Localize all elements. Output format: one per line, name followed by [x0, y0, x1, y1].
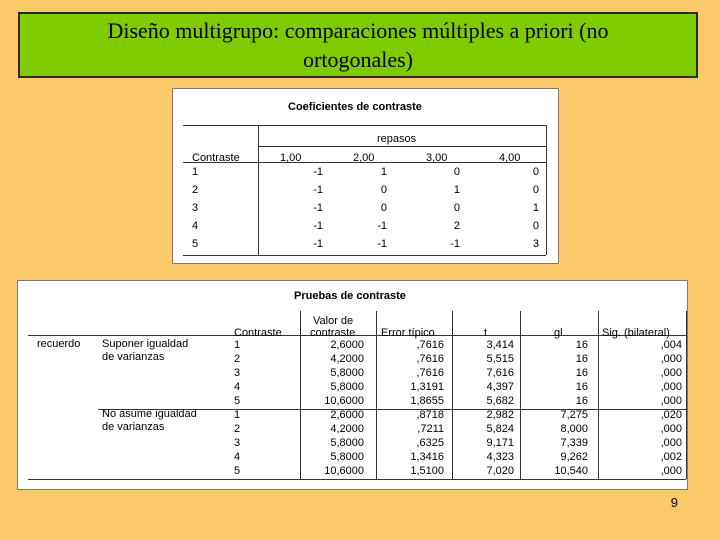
- table-cell: 0: [380, 184, 387, 196]
- table-cell: 4,323: [486, 451, 514, 463]
- table-cell: 4,2000: [330, 353, 364, 365]
- table-cell: 16: [575, 381, 588, 393]
- pruebas-title: Pruebas de contraste: [294, 290, 406, 302]
- table-cell: 10,540: [554, 465, 588, 477]
- table-cell: 16: [575, 367, 588, 379]
- header-sig: Sig. (bilateral): [602, 327, 670, 339]
- table-cell: 9,171: [486, 437, 514, 449]
- header-contraste: Contraste: [234, 327, 282, 339]
- table-cell: 0: [532, 184, 539, 196]
- table-cell: 5,824: [486, 423, 514, 435]
- table-cell: 2,982: [486, 409, 514, 421]
- table-cell: 9,262: [560, 451, 588, 463]
- table-cell: -1: [313, 166, 323, 178]
- table-cell: 1,5100: [410, 465, 444, 477]
- table-cell: 5,8000: [330, 367, 364, 379]
- table-cell: 2,6000: [330, 339, 364, 351]
- table-cell: 10,6000: [324, 395, 364, 407]
- table-cell: -1: [313, 202, 323, 214]
- row-label: 3: [192, 202, 199, 214]
- table-cell: -1: [313, 238, 323, 250]
- table-cell: 1,8655: [410, 395, 444, 407]
- header-t: t: [484, 327, 488, 339]
- row-header: Contraste: [192, 152, 240, 164]
- contrast-number: 1: [234, 339, 241, 351]
- header-error: Error típico: [381, 327, 435, 339]
- table-cell: ,000: [660, 423, 682, 435]
- contrast-number: 2: [234, 353, 241, 365]
- pruebas-panel: [17, 280, 688, 490]
- header-gl: gl: [554, 327, 563, 339]
- table-cell: ,8718: [416, 409, 444, 421]
- contrast-number: 2: [234, 423, 241, 435]
- row-label: 2: [192, 184, 199, 196]
- table-cell: 5,515: [486, 353, 514, 365]
- table-cell: ,000: [660, 465, 682, 477]
- table-cell: 0: [532, 166, 539, 178]
- table-cell: 2: [453, 220, 460, 232]
- table-cell: ,7616: [416, 353, 444, 365]
- header-bottom-rule: [28, 335, 686, 336]
- table-cell: 1,3416: [410, 451, 444, 463]
- table-cell: 8,000: [560, 423, 588, 435]
- contrast-number: 1: [234, 409, 241, 421]
- table-cell: 7,616: [486, 367, 514, 379]
- table-cell: 7,275: [560, 409, 588, 421]
- table-cell: ,7211: [417, 423, 444, 435]
- table-cell: 16: [575, 395, 588, 407]
- group-header-rule: [258, 146, 546, 147]
- group-label-line2: de varianzas: [102, 351, 165, 363]
- table-right-rule: [546, 125, 547, 255]
- table-cell: -1: [313, 220, 323, 232]
- table-cell: ,020: [660, 409, 682, 421]
- header-valor-line1: Valor de: [313, 315, 354, 327]
- variable-label: recuerdo: [37, 338, 81, 350]
- table-cell: 1: [453, 184, 460, 196]
- table-cell: 5,8000: [330, 381, 364, 393]
- column-header: 3,00: [426, 152, 448, 164]
- group-label-line2: de varianzas: [102, 421, 165, 433]
- group-header: repasos: [377, 133, 417, 145]
- table-cell: -1: [377, 238, 387, 250]
- table-cell: 4,2000: [330, 423, 364, 435]
- contrast-number: 5: [234, 395, 241, 407]
- table-cell: ,7616: [416, 367, 444, 379]
- column-header: 1,00: [280, 152, 302, 164]
- coeficientes-title: Coeficientes de contraste: [288, 101, 422, 113]
- table-cell: ,000: [660, 367, 682, 379]
- contrast-number: 3: [234, 437, 241, 449]
- table-cell: ,7616: [416, 339, 444, 351]
- table-cell: 5,682: [486, 395, 514, 407]
- table-cell: 7,020: [486, 465, 514, 477]
- table-cell: 7,339: [560, 437, 588, 449]
- table-cell: 2,6000: [330, 409, 364, 421]
- contrast-number: 3: [234, 367, 241, 379]
- table-cell: 1: [532, 202, 539, 214]
- table-cell: 5,8000: [330, 437, 364, 449]
- table-bottom-rule: [28, 479, 686, 480]
- table-cell: 0: [453, 166, 460, 178]
- table-top-rule: [183, 125, 546, 126]
- table-cell: ,6325: [416, 437, 444, 449]
- column-header: 2,00: [353, 152, 375, 164]
- table-cell: 0: [380, 202, 387, 214]
- table-cell: ,000: [660, 353, 682, 365]
- title-box: [18, 12, 698, 78]
- table-bottom-rule: [183, 255, 546, 256]
- table-cell: ,000: [660, 395, 682, 407]
- table-column-rule: [258, 125, 259, 255]
- contrast-number: 5: [234, 465, 241, 477]
- header-valor-line2: contraste: [310, 327, 356, 339]
- table-cell: ,000: [660, 381, 682, 393]
- table-cell: 3: [532, 238, 539, 250]
- table-cell: 16: [575, 339, 588, 351]
- row-label: 1: [192, 166, 199, 178]
- table-cell: 5,8000: [330, 451, 364, 463]
- table-cell: 1,3191: [410, 381, 444, 393]
- table-cell: -1: [313, 184, 323, 196]
- table-right-rule: [686, 311, 687, 479]
- table-cell: ,004: [660, 339, 682, 351]
- page-number: 9: [670, 495, 678, 510]
- table-cell: 16: [575, 353, 588, 365]
- table-cell: 1: [380, 166, 387, 178]
- table-cell: 0: [453, 202, 460, 214]
- coeficientes-panel: [172, 88, 559, 264]
- group-label-line1: Suponer igualdad: [102, 338, 189, 350]
- table-cell: -1: [377, 220, 387, 232]
- table-cell: 0: [532, 220, 539, 232]
- table-cell: ,000: [660, 437, 682, 449]
- table-cell: 3,414: [486, 339, 514, 351]
- column-header: 4,00: [499, 152, 521, 164]
- table-cell: 10,6000: [324, 465, 364, 477]
- group-label-line1: No asume igualdad: [102, 408, 197, 420]
- table-cell: -1: [450, 238, 460, 250]
- contrast-number: 4: [234, 381, 241, 393]
- slide-title: Diseño multigrupo: comparaciones múltiples a priori (no ortogonales): [107, 18, 609, 72]
- row-label: 4: [192, 220, 199, 232]
- table-cell: ,002: [660, 451, 682, 463]
- contrast-number: 4: [234, 451, 241, 463]
- column-rule: [598, 311, 599, 479]
- table-cell: 4,397: [486, 381, 514, 393]
- row-label: 5: [192, 238, 199, 250]
